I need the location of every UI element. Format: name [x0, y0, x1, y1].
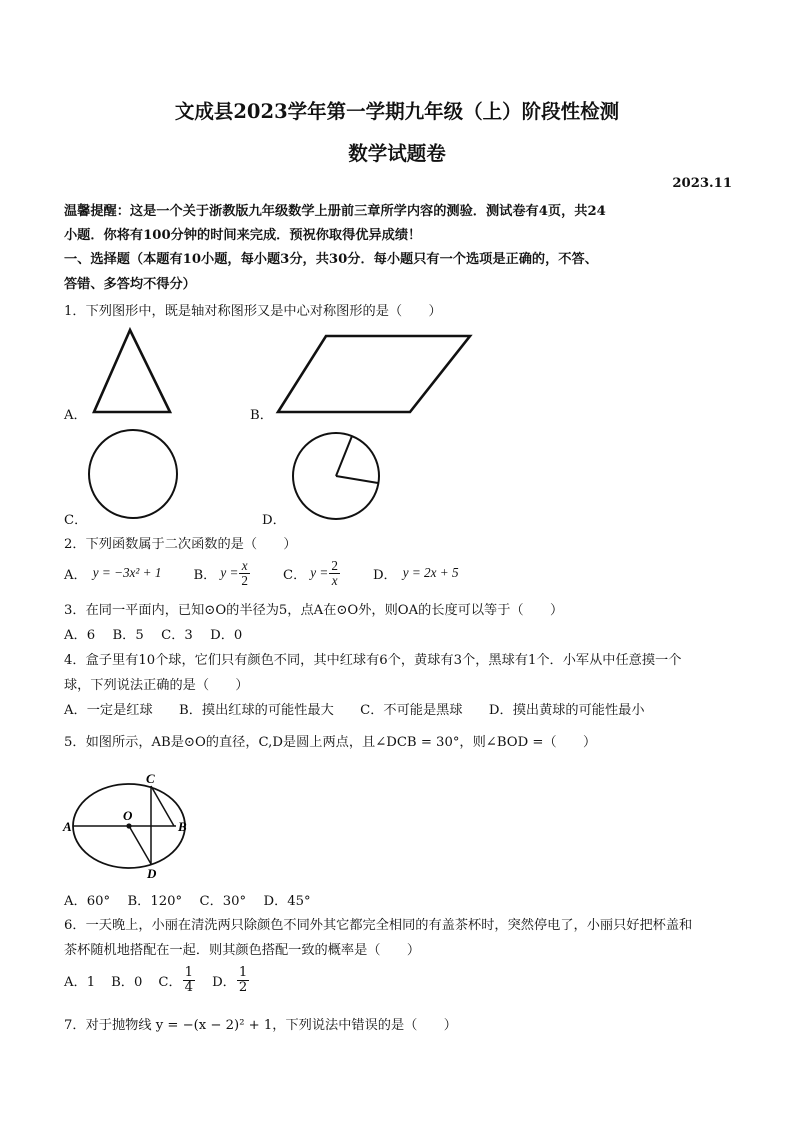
- q6-c-fraction: [183, 966, 195, 995]
- question-7-stem: 7．对于抛物线 y = −(x − 2)² + 1，下列说法中错误的是（ ）: [64, 1018, 457, 1033]
- q2-a-label: A．: [64, 567, 87, 583]
- q2-c-label: C．: [283, 567, 307, 583]
- q2-d-label: D．: [372, 567, 397, 583]
- question-3-options: A．6 B．5 C．3 D．0: [64, 628, 243, 643]
- exam-date: 2023.11: [672, 176, 732, 191]
- question-1-stem: 1．下列图形中，既是轴对称图形又是中心对称图形的是（ ）: [64, 304, 442, 319]
- question-2-options: [64, 553, 459, 593]
- question-6-stem-line-2: 茶杯随机地搭配在一起．则其颜色搭配一致的概率是（ ）: [64, 943, 421, 958]
- q6-d-numerator: 1: [238, 964, 248, 980]
- option-d-label: D．: [262, 513, 286, 528]
- notice-line-1: 温馨提醒：这是一个关于浙教版九年级数学上册前三章所学内容的测验．测试卷有4页，共24: [64, 204, 606, 219]
- q6-d-denominator: 2: [238, 979, 248, 995]
- option-c-label: C．: [64, 513, 88, 528]
- question-4-stem-line-2: 球，下列说法正确的是（ ）: [64, 678, 249, 693]
- q6-b: B．0: [111, 974, 143, 990]
- question-6-stem-line-1: 6．一天晚上，小丽在清洗两只除颜色不同外其它都完全相同的有盖茶杯时，突然停电了，小丽只好把杯盖和: [64, 918, 693, 933]
- circle-o-outline: [73, 784, 185, 868]
- point-label-b: B: [178, 819, 187, 834]
- q2-c-fraction: [329, 559, 340, 588]
- q2-b-lhs: y =: [220, 565, 239, 580]
- point-label-o: O: [123, 808, 133, 823]
- q2-c-lhs: y =: [310, 565, 329, 580]
- q6-c-label: C．: [158, 974, 182, 990]
- question-5-stem: 5．如图所示，AB是⊙O的直径，C,D是圆上两点，且∠DCB = 30°，则∠BOD =（ ）: [64, 735, 597, 750]
- q6-d-label: D．: [212, 974, 236, 990]
- center-point-o: [126, 823, 131, 828]
- notice-line-2: 小题．你将有100分钟的时间来完成．预祝你取得优异成绩！: [64, 228, 422, 243]
- question-5-options: A．60° B．120° C．30° D．45°: [64, 894, 311, 909]
- q2-a-expr: y = −3x² + 1: [92, 565, 162, 580]
- question-3-stem: 3．在同一平面内，已知⊙O的半径为5，点A在⊙O外，则OA的长度可以等于（ ）: [64, 603, 564, 618]
- option-b-label: B．: [250, 408, 273, 423]
- section-heading-line-2: 答错、多答均不得分）: [64, 277, 196, 292]
- question-2-stem: 2．下列函数属于二次函数的是（ ）: [64, 537, 297, 552]
- radius-od: [129, 826, 151, 864]
- q2-b-numerator: x: [239, 559, 250, 574]
- option-a-label: A．: [64, 408, 87, 423]
- q2-d-expr: y = 2x + 5: [402, 565, 459, 580]
- q6-a: A．1: [64, 974, 96, 990]
- q6-c-numerator: 1: [184, 964, 194, 980]
- q2-b-fraction: [239, 559, 250, 588]
- q2-b-label: B．: [193, 567, 217, 583]
- point-label-c: C: [146, 771, 155, 786]
- question-4-options: A．一定是红球 B．摸出红球的可能性最大 C．不可能是黑球 D．摸出黄球的可能性最小: [64, 703, 645, 718]
- q2-c-denominator: x: [331, 572, 338, 588]
- point-label-a: A: [63, 819, 72, 834]
- point-label-d: D: [147, 866, 157, 881]
- question-6-options: [64, 960, 250, 1000]
- q6-d-fraction: [237, 966, 249, 995]
- page-title: 文成县2023学年第一学期九年级（上）阶段性检测: [174, 100, 620, 123]
- chord-cb: [151, 786, 174, 826]
- section-heading-line-1: 一、选择题（本题有10小题，每小题3分，共30分．每小题只有一个选项是正确的，不答、: [64, 252, 598, 267]
- q2-b-denominator: 2: [241, 572, 248, 588]
- q2-c-numerator: 2: [331, 557, 338, 573]
- page-subtitle: 数学试题卷: [348, 142, 446, 165]
- question-4-stem-line-1: 4．盒子里有10个球，它们只有颜色不同，其中红球有6个，黄球有3个，黑球有1个．小军从中任意摸一个: [64, 653, 682, 668]
- q6-c-denominator: 4: [184, 979, 194, 995]
